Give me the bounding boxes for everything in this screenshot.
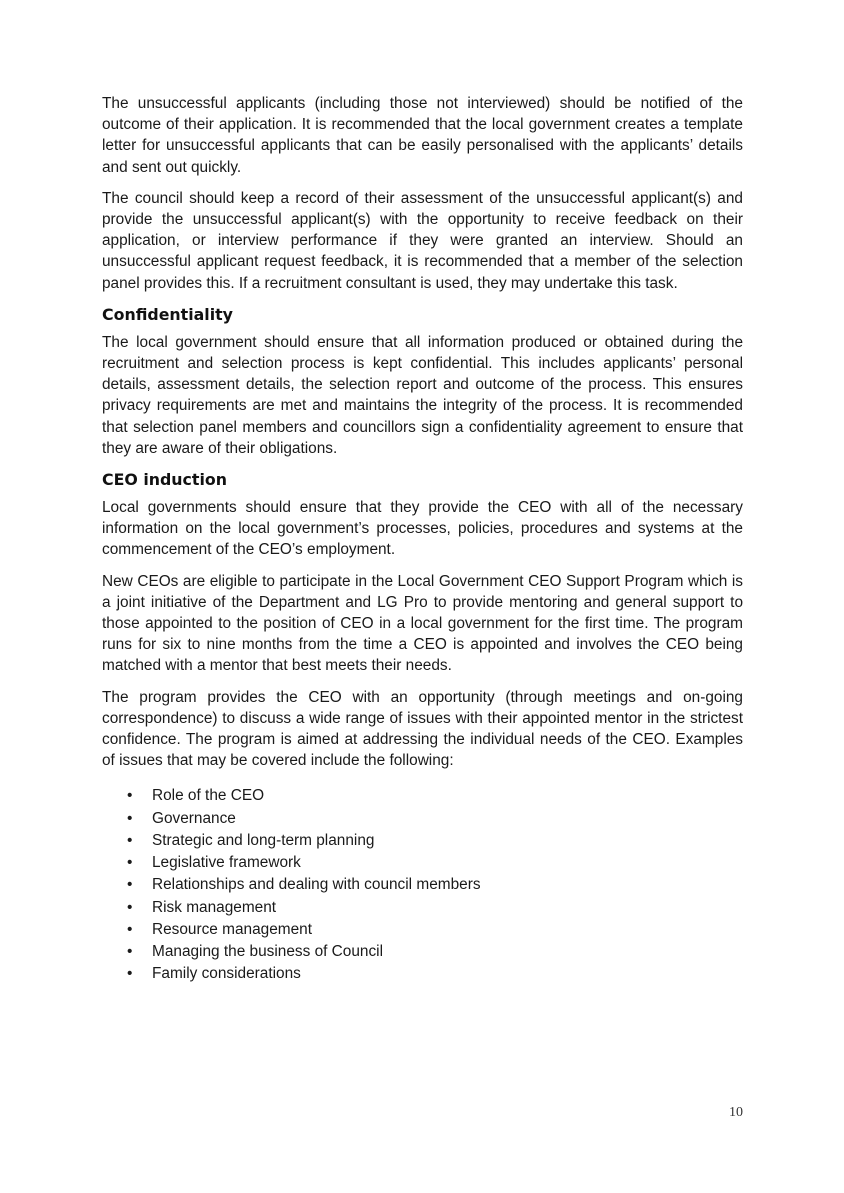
list-item-text: Risk management (152, 898, 277, 916)
list-item (102, 808, 743, 830)
bullet-icon: • (127, 898, 133, 916)
list-item-text: Family considerations (152, 965, 301, 983)
list-item (102, 852, 743, 874)
bullet-icon: • (127, 942, 133, 960)
page-number: 10 (729, 1105, 743, 1120)
bullet-icon: • (127, 965, 133, 983)
paragraph-support-program: New CEOs are eligible to participate in the Local Government CEO Support Program which is a joint initiative of the Department and LG Pro to provide mentoring and general support to those appointed to the position of CEO in a local government for the first time. The program runs for six to nine months from the time a CEO is appointed and involves the CEO being matched with a mentor that best meets their needs. (102, 572, 743, 675)
issues-list (102, 785, 743, 985)
heading-ceo-induction: CEO induction (102, 470, 227, 490)
list-item-text: Governance (152, 809, 236, 827)
heading-confidentiality: Confidentiality (102, 304, 233, 324)
page-content (102, 93, 743, 985)
bullet-icon: • (127, 809, 133, 827)
list-item (102, 830, 743, 852)
paragraph-program-issues: The program provides the CEO with an opportunity (through meetings and on-going correspondence) to discuss a wide range of issues with their appointed mentor in the strictest confidence. The program is aimed at addressing the individual needs of the CEO. Examples of issues that may be covered include the following: (102, 688, 743, 770)
bullet-icon: • (127, 854, 133, 872)
paragraph-induction-info: Local governments should ensure that they provide the CEO with all of the necessary information on the local government’s processes, policies, procedures and systems at the commencement of the CEO’s employment. (102, 499, 743, 559)
paragraph-feedback-record: The council should keep a record of their assessment of the unsuccessful applicant(s) and provide the unsuccessful applicant(s) with the opportunity to receive feedback on their application, or interview performance if they were granted an interview. Should an unsuccessful applicant request feedback, it is recommended that a member of the selection panel provides this. If a recruitment consultant is used, they may undertake this task. (102, 189, 743, 292)
list-item-text: Resource management (152, 920, 312, 938)
list-item-text: Strategic and long-term planning (152, 831, 375, 849)
bullet-icon: • (127, 920, 133, 938)
bullet-icon: • (127, 876, 133, 894)
bullet-icon: • (127, 831, 133, 849)
paragraph-unsuccessful-notification: The unsuccessful applicants (including those not interviewed) should be notified of the outcome of their application. It is recommended that the local government creates a template letter for unsuccessful applicants that can be easily personalised with the applicants’ details and sent out quickly. (102, 95, 743, 176)
list-item-text: Managing the business of Council (152, 942, 384, 960)
list-item (102, 897, 743, 919)
list-item-text: Legislative framework (152, 854, 301, 872)
list-item (102, 941, 743, 963)
list-item (102, 963, 743, 985)
list-item (102, 785, 743, 807)
list-item-text: Relationships and dealing with council members (152, 876, 481, 894)
list-item-text: Role of the CEO (152, 787, 265, 805)
list-item (102, 874, 743, 896)
paragraph-confidentiality: The local government should ensure that all information produced or obtained during the recruitment and selection process is kept confidential. This includes applicants’ personal details, assessment details, the selection report and outcome of the process. This ensures privacy requirements are met and maintains the integrity of the process. It is recommended that selection panel members and councillors sign a confidentiality agreement to ensure that they are aware of their obligations. (102, 333, 743, 457)
bullet-icon: • (127, 787, 133, 805)
list-item (102, 919, 743, 941)
